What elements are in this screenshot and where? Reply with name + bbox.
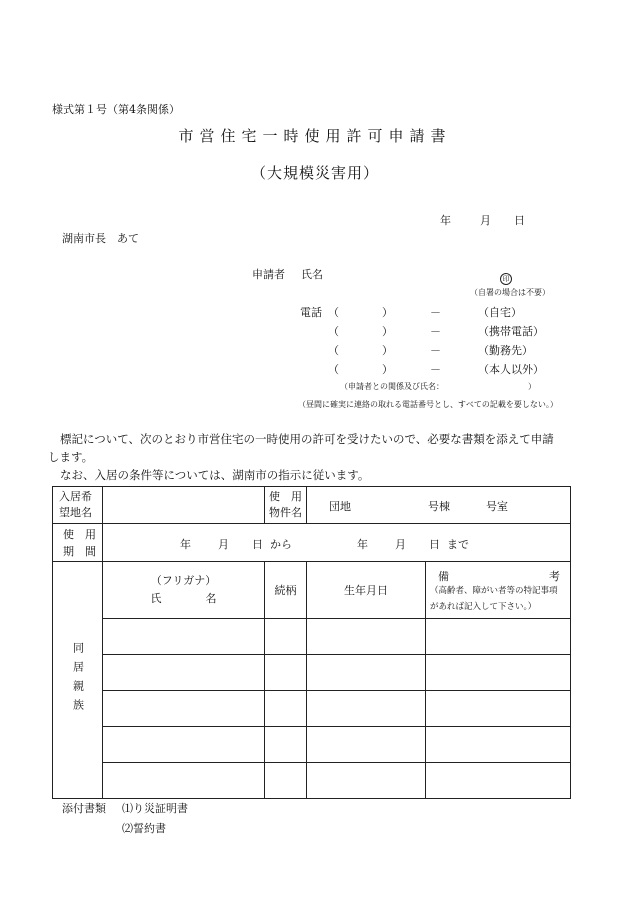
property-name-label — [265, 487, 307, 524]
period-label — [53, 524, 103, 562]
building-label: 号棟 — [428, 500, 450, 513]
property-name-label-line1: 使 用 — [269, 490, 302, 503]
phone-close-paren: ） — [382, 363, 393, 376]
contact-note: （昼間に確実に連絡の取れる電話番号とし、すべての記載を要しない。） — [298, 400, 558, 409]
desired-location-label-line2: 望地名 — [59, 506, 92, 519]
seal-icon: 印 — [500, 273, 512, 285]
attachment-item: ⑴り災証明書 — [122, 802, 188, 815]
family-relation-cell[interactable] — [265, 655, 307, 691]
family-relation-cell[interactable] — [265, 691, 307, 727]
property-name-label-line2: 物件名 — [269, 506, 302, 519]
phone-close-paren: ） — [382, 325, 393, 338]
attachments-label: 添付書類 — [62, 802, 106, 815]
remarks-column-header — [426, 562, 571, 619]
family-relation-cell[interactable] — [265, 619, 307, 655]
usage-period-field[interactable] — [103, 524, 571, 562]
name-header: 氏 名 — [150, 592, 217, 605]
remarks-header-char-2: 考 — [549, 570, 560, 583]
period-from-month: 月 — [218, 538, 229, 551]
family-relation-cell[interactable] — [265, 763, 307, 799]
cohabiting-family-text: 同居親族 — [71, 642, 85, 718]
relation-close: ） — [528, 382, 536, 391]
application-table — [52, 486, 571, 799]
period-to-day: 日 — [429, 538, 440, 551]
family-row — [53, 619, 571, 655]
family-name-cell[interactable] — [103, 763, 265, 799]
family-name-cell[interactable] — [103, 655, 265, 691]
family-birthdate-cell[interactable] — [307, 655, 426, 691]
complex-label: 団地 — [329, 500, 351, 513]
phone-open-paren: （ — [328, 325, 339, 338]
phone-close-paren: ） — [382, 344, 393, 357]
applicant-name-label: 氏名 — [301, 268, 323, 281]
room-label: 号室 — [486, 500, 508, 513]
addressee: 湖南市長 あて — [62, 232, 139, 245]
period-to-month: 月 — [395, 538, 406, 551]
family-row — [53, 655, 571, 691]
family-row — [53, 727, 571, 763]
date-day-label: 日 — [514, 214, 525, 227]
phone-type-work: （勤務先） — [478, 344, 533, 357]
seal-note: （自署の場合は不要） — [470, 288, 550, 297]
furigana-header: （フリガナ） — [150, 574, 217, 587]
family-birthdate-cell[interactable] — [307, 619, 426, 655]
document-title: 市営住宅一時使用許可申請書 — [178, 127, 452, 145]
desired-location-label — [53, 487, 103, 524]
family-remarks-cell[interactable] — [426, 655, 571, 691]
phone-dash: － — [430, 325, 441, 338]
phone-label: 電話 — [300, 306, 322, 319]
period-label-line2: 期 間 — [63, 544, 96, 558]
family-name-cell[interactable] — [103, 727, 265, 763]
family-remarks-cell[interactable] — [426, 763, 571, 799]
family-relation-cell[interactable] — [265, 727, 307, 763]
document-subtitle: （大規模災害用） — [250, 164, 379, 182]
family-birthdate-cell[interactable] — [307, 691, 426, 727]
period-from-day: 日 — [252, 538, 263, 551]
desired-location-field[interactable] — [103, 487, 265, 524]
period-to-suffix: まで — [447, 538, 469, 551]
date-month-label: 月 — [480, 214, 491, 227]
relation-column-header: 続柄 — [265, 562, 307, 619]
phone-close-paren: ） — [382, 306, 393, 319]
phone-dash: － — [430, 363, 441, 376]
birthdate-column-header: 生年月日 — [307, 562, 426, 619]
family-row — [53, 763, 571, 799]
desired-location-label-line1: 入居希 — [59, 490, 92, 503]
period-label-line1: 使 用 — [63, 527, 96, 541]
family-name-cell[interactable] — [103, 619, 265, 655]
relation-note: （申請者との関係及び氏名： — [340, 382, 444, 391]
name-column-header — [103, 562, 265, 619]
phone-dash: － — [430, 344, 441, 357]
family-remarks-cell[interactable] — [426, 727, 571, 763]
cohabiting-family-label — [53, 562, 103, 799]
body-line-2: します。 — [48, 450, 94, 464]
phone-type-mobile: （携帯電話） — [478, 325, 544, 338]
phone-open-paren: （ — [328, 363, 339, 376]
phone-type-home: （自宅） — [478, 306, 522, 319]
attachment-item: ⑵誓約書 — [122, 822, 166, 835]
family-remarks-cell[interactable] — [426, 691, 571, 727]
phone-open-paren: （ — [328, 306, 339, 319]
family-birthdate-cell[interactable] — [307, 763, 426, 799]
phone-dash: － — [430, 306, 441, 319]
family-birthdate-cell[interactable] — [307, 727, 426, 763]
phone-type-other: （本人以外） — [478, 363, 544, 376]
phone-open-paren: （ — [328, 344, 339, 357]
period-from-suffix: から — [270, 538, 292, 551]
property-name-field[interactable] — [307, 487, 571, 524]
family-row — [53, 691, 571, 727]
remarks-header-char-1: 備 — [438, 570, 449, 583]
form-number: 様式第１号（第4条関係） — [52, 103, 180, 116]
body-line-3: なお、入居の条件等については、湖南市の指示に従います。 — [60, 468, 370, 482]
body-line-1: 標記について、次のとおり市営住宅の一時使用の許可を受けたいので、必要な書類を添えて申請 — [60, 432, 554, 446]
period-from-year: 年 — [180, 538, 191, 551]
family-remarks-cell[interactable] — [426, 619, 571, 655]
family-name-cell[interactable] — [103, 691, 265, 727]
period-to-year: 年 — [357, 538, 368, 551]
applicant-label: 申請者 — [252, 268, 285, 281]
remarks-note-line-1: （高齢者、障がい者等の特記事項 — [430, 586, 558, 596]
date-year-label: 年 — [440, 214, 451, 227]
remarks-note-line-2: があれば記入して下さい。） — [430, 602, 537, 612]
seal-mark — [500, 266, 512, 285]
